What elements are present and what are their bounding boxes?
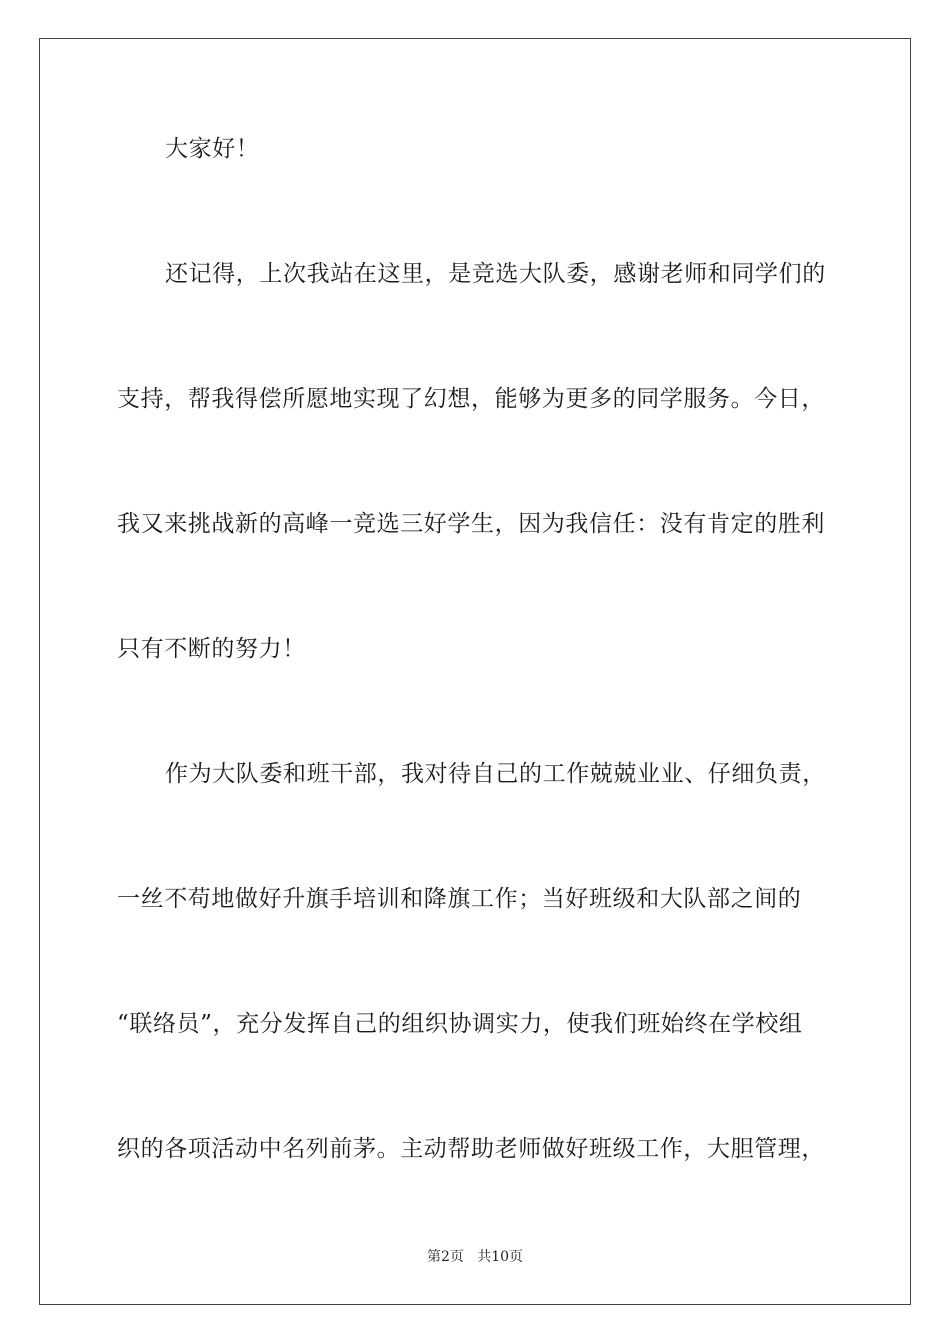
page-number-footer: 第2页 共10页 <box>426 1249 524 1265</box>
body-line-3: 我又来挑战新的高峰一竞选三好学生，因为我信任：没有肯定的胜利 <box>117 511 825 537</box>
body-line-6: 一丝不苟地做好升旗手培训和降旗工作；当好班级和大队部之间的 <box>117 886 802 912</box>
body-line-7: “联络员”，充分发挥自己的组织协调实力，使我们班始终在学校组 <box>117 1011 803 1037</box>
body-line-1: 还记得，上次我站在这里，是竞选大队委，感谢老师和同学们的 <box>165 261 826 287</box>
greeting-line: 大家好！ <box>165 136 260 162</box>
body-line-2: 支持，帮我得偿所愿地实现了幻想，能够为更多的同学服务。今日， <box>117 386 825 412</box>
body-line-8: 织的各项活动中名列前茅。主动帮助老师做好班级工作，大胆管理， <box>117 1136 825 1162</box>
body-line-5: 作为大队委和班干部，我对待自己的工作兢兢业业、仔细负责， <box>165 761 826 787</box>
page-border <box>39 38 911 1305</box>
body-line-4: 只有不断的努力！ <box>117 636 306 662</box>
